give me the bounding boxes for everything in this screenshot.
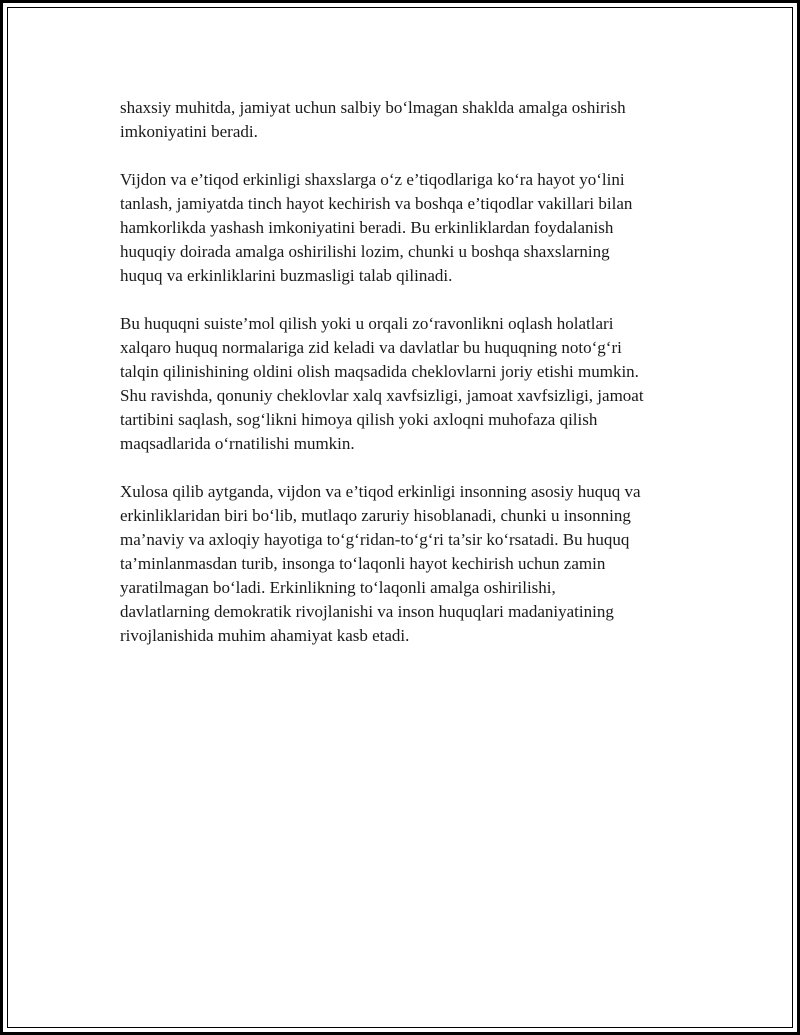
text-line: Xulosa qilib aytganda, vijdon va e’tiqod erkinligi insonning asosiy huquq va — [120, 482, 641, 501]
text-line: huquqiy doirada amalga oshirilishi lozim, chunki u boshqa shaxslarning — [120, 242, 610, 261]
text-line: Shu ravishda, qonuniy cheklovlar xalq xavfsizligi, jamoat xavfsizligi, jamoat — [120, 386, 644, 405]
text-line: Vijdon va e’tiqod erkinligi shaxslarga o‘z e’tiqodlariga ko‘ra hayot yo‘lini — [120, 170, 625, 189]
text-line: maqsadlarida o‘rnatilishi mumkin. — [120, 434, 355, 453]
text-line: ma’naviy va axloqiy hayotiga to‘g‘ridan-to‘g‘ri ta’sir ko‘rsatadi. Bu huquq — [120, 530, 630, 549]
text-line: huquq va erkinliklarini buzmasligi talab qilinadi. — [120, 266, 453, 285]
paragraph-3 — [120, 312, 700, 456]
text-line: erkinliklaridan biri bo‘lib, mutlaqo zaruriy hisoblanadi, chunki u insonning — [120, 506, 631, 525]
text-line: Bu huquqni suiste’mol qilish yoki u orqali zo‘ravonlikni oqlash holatlari — [120, 314, 614, 333]
paragraph-4 — [120, 480, 700, 648]
text-line: ta’minlanmasdan turib, insonga to‘laqonli hayot kechirish uchun zamin — [120, 554, 606, 573]
paragraph-2 — [120, 168, 700, 288]
text-line: yaratilmagan bo‘ladi. Erkinlikning to‘laqonli amalga oshirilishi, — [120, 578, 556, 597]
text-line: tartibini saqlash, sog‘likni himoya qilish yoki axloqni muhofaza qilish — [120, 410, 598, 429]
text-line: davlatlarning demokratik rivojlanishi va inson huquqlari madaniyatining — [120, 602, 614, 621]
text-line: hamkorlikda yashash imkoniyatini beradi. Bu erkinliklardan foydalanish — [120, 218, 614, 237]
text-line: rivojlanishida muhim ahamiyat kasb etadi. — [120, 626, 410, 645]
text-line: shaxsiy muhitda, jamiyat uchun salbiy bo‘lmagan shaklda amalga oshirish — [120, 98, 626, 117]
text-line: talqin qilinishining oldini olish maqsadida cheklovlarni joriy etishi mumkin. — [120, 362, 639, 381]
paragraph-1 — [120, 96, 700, 144]
text-line: xalqaro huquq normalariga zid keladi va davlatlar bu huquqning noto‘g‘ri — [120, 338, 622, 357]
document-body — [120, 96, 700, 672]
text-line: tanlash, jamiyatda tinch hayot kechirish va boshqa e’tiqodlar vakillari bilan — [120, 194, 633, 213]
text-line: imkoniyatini beradi. — [120, 122, 258, 141]
